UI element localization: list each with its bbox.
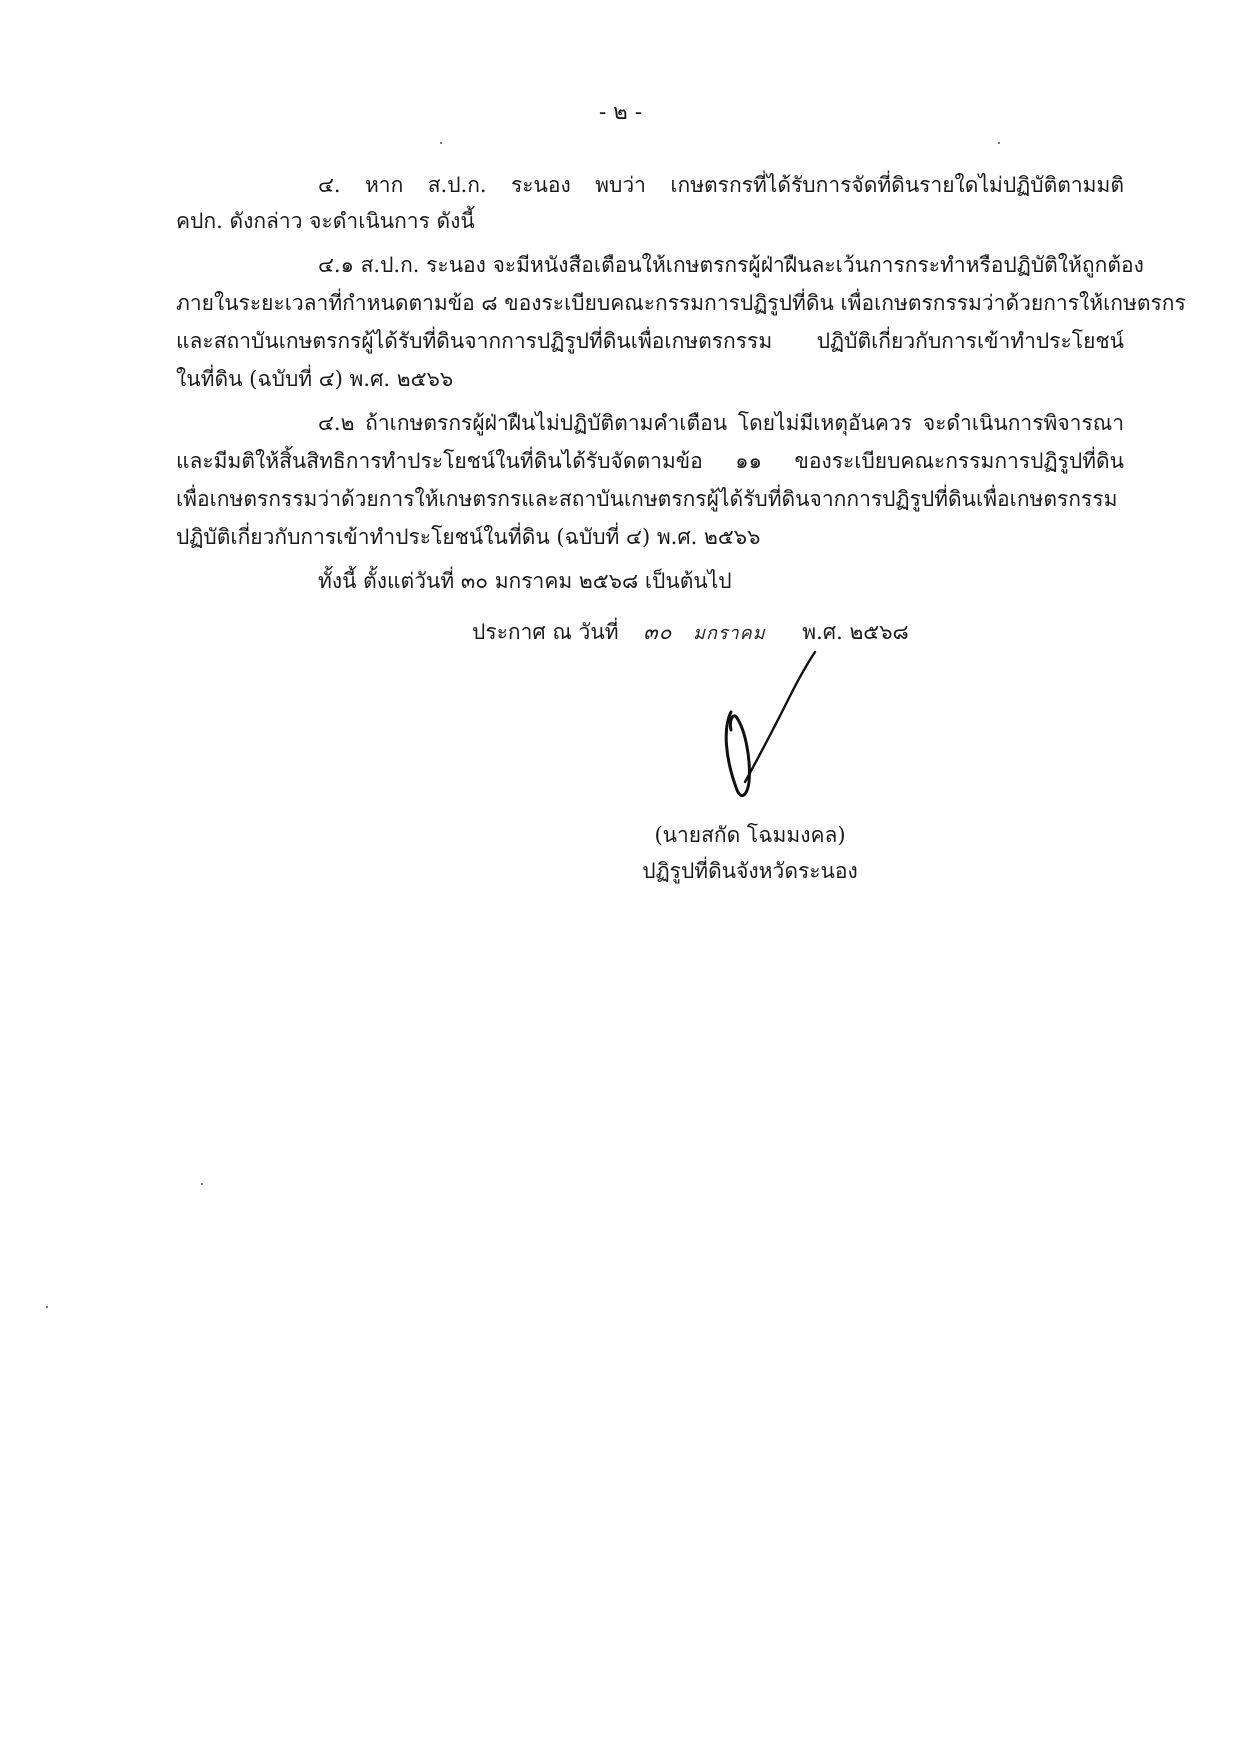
handwritten-signature	[715, 650, 835, 810]
effective-date-line: ทั้งนี้ ตั้งแต่วันที่ ๓๐ มกราคม ๒๕๖๘ เป็นต้นไป	[318, 569, 732, 593]
paragraph-4-2-line-1: ๔.๒ ถ้าเกษตรกรผู้ฝ่าฝืนไม่ปฏิบัติตามคำเตือน โดยไม่มีเหตุอันควร จะดำเนินการพิจารณา	[318, 411, 1124, 435]
scan-speck	[440, 142, 442, 144]
announcement-year: พ.ศ. ๒๕๖๘	[802, 620, 909, 644]
scan-speck	[998, 142, 1000, 144]
scan-speck	[46, 1306, 48, 1308]
page-number: - ๒ -	[598, 100, 643, 125]
scan-speck	[201, 1183, 203, 1185]
paragraph-4-2-line-4: ปฏิบัติเกี่ยวกับการเข้าทำประโยชน์ในที่ดิน (ฉบับที่ ๔) พ.ศ. ๒๕๖๖	[176, 525, 761, 549]
announcement-date-line	[472, 617, 909, 649]
paragraph-4-1-line-2: ภายในระยะเวลาที่กำหนดตามข้อ ๘ ของระเบียบคณะกรรมการปฏิรูปที่ดิน เพื่อเกษตรกรรมว่าด้วยการให้เกษตรกร	[176, 291, 1186, 315]
paragraph-4-1-line-3: และสถาบันเกษตรกรผู้ได้รับที่ดินจากการปฏิรูปที่ดินเพื่อเกษตรกรรม ปฏิบัติเกี่ยวกับการเข้าทำประโยชน์	[176, 329, 1124, 353]
signatory-name: (นายสกัด โฉมมงคล)	[654, 823, 846, 847]
paragraph-4-2-line-2: และมีมติให้สิ้นสิทธิการทำประโยชน์ในที่ดินได้รับจัดตามข้อ ๑๑ ของระเบียบคณะกรรมการปฏิรูปที่ดิน	[176, 449, 1124, 473]
paragraph-4-line-1: ๔. หาก ส.ป.ก. ระนอง พบว่า เกษตรกรที่ได้รับการจัดที่ดินรายใดไม่ปฏิบัติตามมติ	[318, 173, 1124, 197]
signatory-title: ปฏิรูปที่ดินจังหวัดระนอง	[642, 859, 858, 883]
paragraph-4-2-line-3: เพื่อเกษตรกรรมว่าด้วยการให้เกษตรกรและสถาบันเกษตรกรผู้ได้รับที่ดินจากการปฏิรูปที่ดินเพื่อเกษตรกรรม	[176, 487, 1118, 511]
announcement-month: มกราคม	[693, 623, 766, 644]
paragraph-4-1-line-1: ๔.๑ ส.ป.ก. ระนอง จะมีหนังสือเตือนให้เกษตรกรผู้ฝ่าฝืนละเว้นการกระทำหรือปฏิบัติให้ถูกต้อง	[318, 253, 1144, 277]
paragraph-4-line-2: คปก. ดังกล่าว จะดำเนินการ ดังนี้	[176, 209, 475, 233]
announcement-prefix: ประกาศ ณ วันที่	[472, 620, 619, 644]
paragraph-4-1-line-4: ในที่ดิน (ฉบับที่ ๔) พ.ศ. ๒๕๖๖	[176, 367, 454, 391]
announcement-day: ๓๐	[643, 620, 673, 644]
